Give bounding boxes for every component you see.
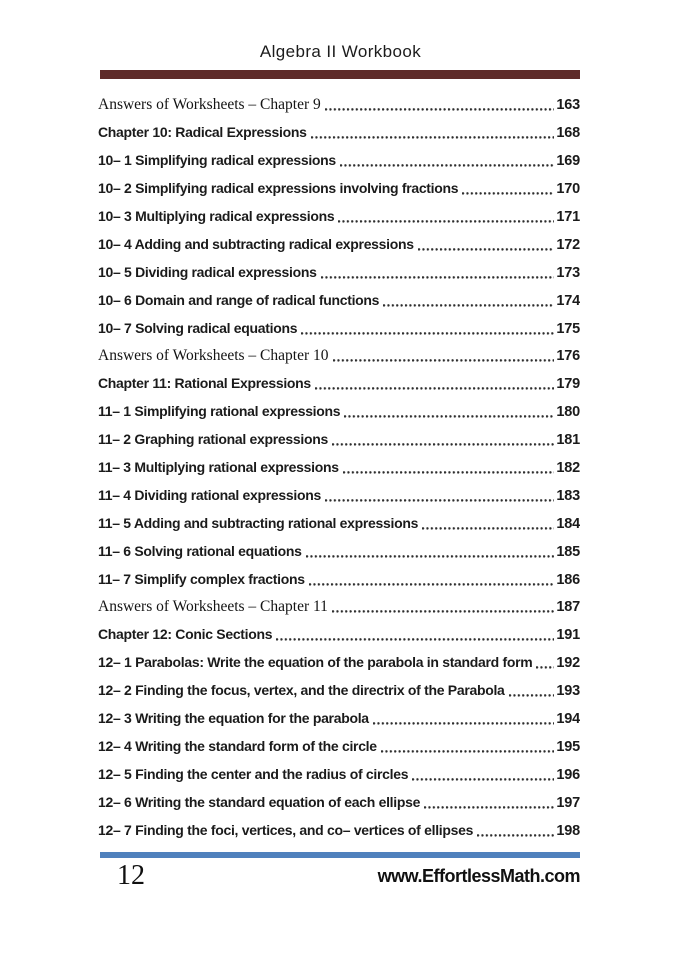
toc-entry [98, 624, 580, 645]
toc-entry [98, 708, 580, 729]
table-of-contents [98, 95, 580, 848]
toc-dot-leader [332, 443, 554, 446]
toc-page-number: 192 [556, 655, 580, 671]
toc-page-number: 191 [556, 627, 580, 643]
toc-entry [98, 513, 580, 534]
toc-entry [98, 290, 580, 311]
toc-dot-leader [383, 304, 554, 307]
toc-dot-leader [422, 527, 554, 530]
website-url: www.EffortlessMath.com [377, 866, 580, 886]
toc-dot-leader [344, 415, 554, 418]
toc-entry-label: 10– 2 Simplifying radical expressions involving fractions [98, 180, 459, 196]
toc-page-number: 196 [556, 767, 580, 783]
toc-entry [98, 597, 580, 617]
toc-dot-leader [424, 806, 554, 809]
toc-page-number: 168 [556, 125, 580, 141]
toc-dot-leader [325, 108, 555, 111]
toc-page-number: 184 [556, 516, 580, 532]
header-rule [100, 70, 580, 79]
toc-dot-leader [373, 722, 555, 725]
toc-dot-leader [276, 638, 554, 641]
toc-entry-label: 12– 1 Parabolas: Write the equation of the parabola in standard form [98, 654, 533, 670]
toc-entry [98, 541, 580, 562]
toc-page-number: 198 [556, 823, 580, 839]
toc-entry-label: Chapter 10: Radical Expressions [98, 124, 307, 140]
toc-entry [98, 262, 580, 283]
toc-entry [98, 150, 580, 171]
toc-page-number: 181 [556, 432, 580, 448]
toc-entry-label: 11– 1 Simplifying rational expressions [98, 403, 341, 419]
toc-dot-leader [332, 610, 554, 613]
toc-entry [98, 792, 580, 813]
toc-page-number: 187 [556, 599, 580, 615]
toc-page-number: 185 [556, 544, 580, 560]
toc-entry-label: 10– 4 Adding and subtracting radical expressions [98, 236, 414, 252]
toc-page-number: 175 [556, 321, 580, 337]
toc-page-number: 183 [556, 488, 580, 504]
toc-dot-leader [462, 192, 554, 195]
toc-entry-label: 11– 5 Adding and subtracting rational expressions [98, 515, 419, 531]
toc-dot-leader [343, 471, 555, 474]
toc-entry-label: 10– 7 Solving radical equations [98, 320, 298, 336]
toc-entry [98, 206, 580, 227]
toc-entry [98, 318, 580, 339]
toc-entry [98, 429, 580, 450]
toc-dot-leader [412, 778, 554, 781]
toc-page-number: 170 [556, 181, 580, 197]
toc-entry-label: 12– 2 Finding the focus, vertex, and the directrix of the Parabola [98, 682, 505, 698]
toc-entry [98, 820, 580, 841]
toc-entry-label: Chapter 11: Rational Expressions [98, 375, 311, 391]
toc-page-number: 194 [556, 711, 580, 727]
toc-entry-label: 10– 6 Domain and range of radical functions [98, 292, 380, 308]
toc-dot-leader [301, 332, 554, 335]
toc-page-number: 195 [556, 739, 580, 755]
page-number: 12 [117, 860, 145, 891]
toc-entry-label: 10– 3 Multiplying radical expressions [98, 208, 335, 224]
toc-dot-leader [381, 750, 555, 753]
toc-dot-leader [311, 136, 555, 139]
toc-entry-label: 10– 5 Dividing radical expressions [98, 264, 317, 280]
toc-entry-label: 11– 3 Multiplying rational expressions [98, 459, 339, 475]
toc-page-number: 180 [556, 404, 580, 420]
toc-page-number: 171 [556, 209, 580, 225]
toc-entry-label: Chapter 12: Conic Sections [98, 626, 273, 642]
toc-entry [98, 401, 580, 422]
toc-entry [98, 485, 580, 506]
toc-entry [98, 373, 580, 394]
toc-entry [98, 764, 580, 785]
toc-page-number: 173 [556, 265, 580, 281]
toc-dot-leader [340, 164, 555, 167]
toc-entry [98, 652, 580, 673]
toc-entry-label: 12– 7 Finding the foci, vertices, and co– vertices of ellipses [98, 822, 474, 838]
footer-rule [100, 852, 580, 858]
toc-entry [98, 736, 580, 757]
toc-dot-leader [477, 834, 554, 837]
toc-dot-leader [306, 555, 555, 558]
toc-entry [98, 569, 580, 590]
toc-entry-label: Answers of Worksheets – Chapter 11 [98, 598, 328, 615]
toc-page-number: 174 [556, 293, 580, 309]
toc-entry-label: 11– 6 Solving rational equations [98, 543, 302, 559]
toc-entry-label: Answers of Worksheets – Chapter 10 [98, 347, 329, 364]
toc-page-number: 193 [556, 683, 580, 699]
toc-page-number: 163 [556, 97, 580, 113]
toc-dot-leader [315, 387, 554, 390]
toc-entry-label: 10– 1 Simplifying radical expressions [98, 152, 336, 168]
toc-dot-leader [338, 220, 554, 223]
toc-entry-label: 11– 7 Simplify complex fractions [98, 571, 305, 587]
toc-page-number: 172 [556, 237, 580, 253]
toc-dot-leader [321, 276, 555, 279]
toc-dot-leader [333, 359, 555, 362]
toc-dot-leader [325, 499, 554, 502]
toc-entry-label: Answers of Worksheets – Chapter 9 [98, 96, 321, 113]
toc-page-number: 182 [556, 460, 580, 476]
toc-entry-label: 12– 4 Writing the standard form of the circle [98, 738, 377, 754]
toc-entry-label: 11– 4 Dividing rational expressions [98, 487, 321, 503]
toc-page-number: 176 [556, 348, 580, 364]
toc-page-number: 197 [556, 795, 580, 811]
toc-entry [98, 122, 580, 143]
toc-dot-leader [309, 583, 555, 586]
toc-entry-label: 11– 2 Graphing rational expressions [98, 431, 328, 447]
toc-entry [98, 234, 580, 255]
toc-dot-leader [418, 248, 555, 251]
toc-entry-label: 12– 6 Writing the standard equation of each ellipse [98, 794, 421, 810]
toc-entry-label: 12– 5 Finding the center and the radius of circles [98, 766, 409, 782]
toc-page-number: 169 [556, 153, 580, 169]
toc-entry [98, 95, 580, 115]
toc-entry [98, 457, 580, 478]
toc-entry [98, 178, 580, 199]
document-title: Algebra II Workbook [259, 42, 422, 61]
toc-entry [98, 680, 580, 701]
toc-entry-label: 12– 3 Writing the equation for the parabola [98, 710, 369, 726]
toc-dot-leader [536, 666, 554, 669]
toc-dot-leader [509, 694, 555, 697]
toc-entry [98, 346, 580, 366]
toc-page-number: 179 [556, 376, 580, 392]
toc-page-number: 186 [556, 572, 580, 588]
